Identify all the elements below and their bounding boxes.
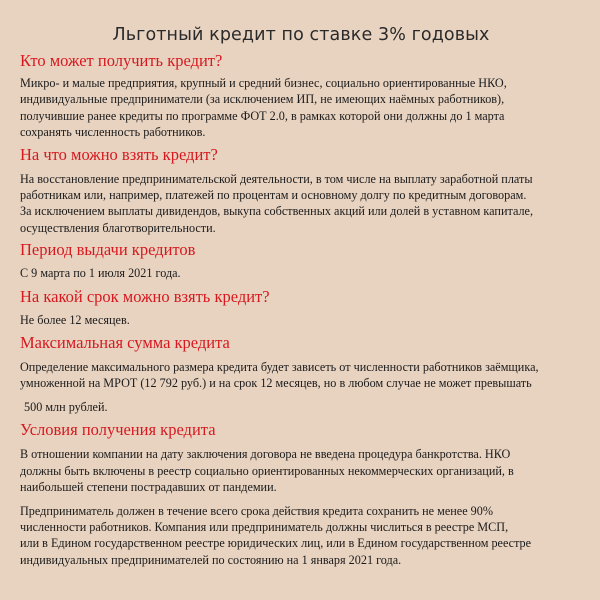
text-line: Предприниматель должен в течение всего срока действия кредита сохранить не менее 90% xyxy=(20,503,493,518)
section-text-term xyxy=(20,312,582,328)
text-line: наибольшей степени пострадавших от пандемии. xyxy=(20,480,277,495)
text-line: Не более 12 месяцев. xyxy=(20,312,130,327)
text-line: осуществления благотворительности. xyxy=(20,220,216,235)
section-heading-conditions: Условия получения кредита xyxy=(20,420,216,440)
text-line: получившие ранее кредиты по программе ФОТ 2.0, в рамках которой они должны до 1 марта xyxy=(20,108,505,123)
section-heading-period: Период выдачи кредитов xyxy=(20,240,196,260)
section-text-max-amount xyxy=(20,359,582,392)
page-title: Льготный кредит по ставке 3% годовых xyxy=(112,25,490,45)
text-line: должны быть включены в реестр социально ориентированных некоммерческих организаций, в xyxy=(20,463,514,478)
text-line: численности работников. Компания или предприниматель должны числиться в реестре МСП, xyxy=(20,519,509,534)
text-line: индивидуальных предпринимателей по состоянию на 1 января 2021 года. xyxy=(20,552,402,567)
text-line: В отношении компании на дату заключения договора не введена процедура банкротства. НКО xyxy=(20,447,511,462)
text-line: На восстановление предпринимательской деятельности, в том числе на выплату заработной платы xyxy=(20,171,533,186)
text-line: работникам или, например, платежей по процентам и основному долгу по кредитным договорам. xyxy=(20,188,527,203)
section-heading-purpose: На что можно взять кредит? xyxy=(20,144,218,164)
text-line: С 9 марта по 1 июля 2021 года. xyxy=(20,266,181,281)
text-line: сохранять численность работников. xyxy=(20,125,206,140)
text-line: или в Едином государственном реестре юридических лиц, или в Едином государственном реестре xyxy=(20,536,532,551)
section-heading-who: Кто может получить кредит? xyxy=(20,51,223,70)
text-line: умноженной на МРОТ (12 792 руб.) и на срок 12 месяцев, но в любом случае не может превышать xyxy=(20,376,532,391)
text-line: За исключением выплаты дивидендов, выкупа собственных акций или долей в уставном капитале, xyxy=(20,204,533,219)
text-line: Определение максимального размера кредита будет зависеть от численности работников заёмщика, xyxy=(20,360,539,375)
text-line: Микро- и малые предприятия, крупный и средний бизнес, социально ориентированные НКО, xyxy=(20,76,507,90)
section-heading-max-amount: Максимальная сумма кредита xyxy=(20,333,230,353)
section-text-who xyxy=(20,75,582,141)
section-text-conditions xyxy=(20,446,582,495)
section-text-purpose xyxy=(20,171,582,237)
text-line: индивидуальные предприниматели (за исключением ИП, не имеющих наёмных работников), xyxy=(20,92,505,107)
section-heading-term: На какой срок можно взять кредит? xyxy=(20,286,270,306)
section-text-period xyxy=(20,265,582,281)
section-text-conditions-2 xyxy=(20,503,582,569)
section-text-max-amount-limit: 500 млн рублей. xyxy=(24,399,108,414)
